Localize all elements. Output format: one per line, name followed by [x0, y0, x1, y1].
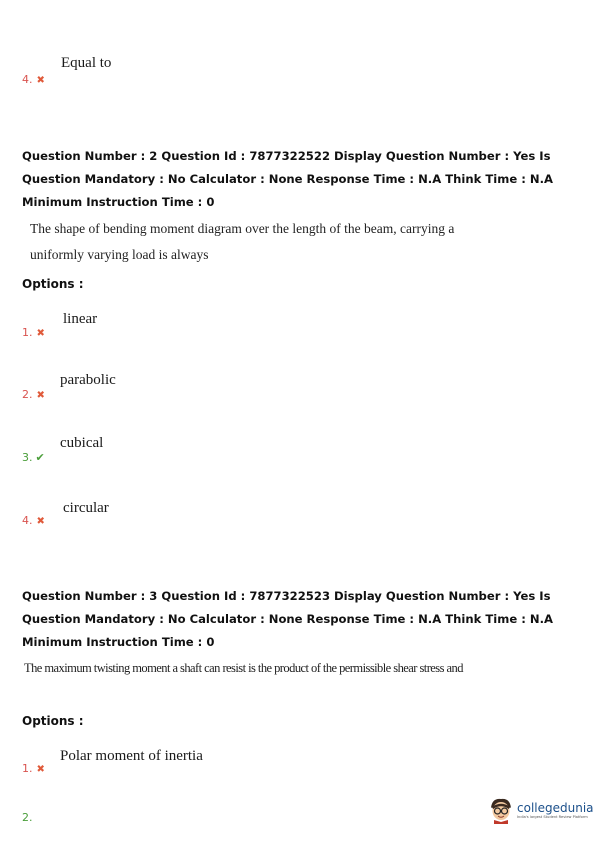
q2-option-2	[22, 383, 45, 402]
mascot-icon	[488, 796, 514, 824]
q1-option-4	[22, 68, 45, 87]
q2-option-1	[22, 321, 45, 340]
q2-option-1-text: linear	[63, 311, 98, 327]
option-number: 2.	[22, 811, 33, 824]
option-number: 4.	[22, 514, 33, 527]
q1-option-4-text: Equal to	[61, 55, 112, 71]
q3-options-label: Options :	[22, 714, 84, 728]
q2-question-text: The shape of bending moment diagram over the length of the beam, carrying a uniformly varying load is always	[30, 221, 455, 262]
q3-question-text: The maximum twisting moment a shaft can resist is the product of the permissible shear stress and	[24, 661, 463, 675]
q3-option-1	[22, 757, 45, 776]
logo-tagline: India's largest Student Review Platform	[517, 815, 588, 819]
q3-option-2	[22, 806, 33, 825]
q2-option-3-text: cubical	[60, 435, 104, 451]
collegedunia-logo	[488, 796, 594, 824]
option-number: 2.	[22, 388, 33, 401]
q2-option-3	[22, 446, 45, 465]
q2-option-2-text: parabolic	[60, 372, 116, 388]
q2-option-4-text: circular	[63, 500, 109, 516]
wrong-mark-icon: ✖	[36, 764, 45, 775]
wrong-mark-icon: ✖	[36, 516, 45, 527]
option-number: 1.	[22, 326, 33, 339]
q2-meta: Question Number : 2 Question Id : 7877322522 Display Question Number : Yes Is Question Mandatory : No Calculator : None Response Time : N.A Think Time : N.A Minimum Instruction Time : 0	[22, 149, 553, 209]
q3-option-1-text: Polar moment of inertia	[60, 748, 203, 764]
option-number: 4.	[22, 73, 33, 86]
option-number: 3.	[22, 451, 33, 464]
wrong-mark-icon: ✖	[36, 75, 45, 86]
q2-options-label: Options :	[22, 277, 84, 291]
wrong-mark-icon: ✖	[36, 328, 45, 339]
check-mark-icon: ✔	[35, 451, 45, 464]
logo-wordmark: collegedunia	[517, 801, 594, 815]
wrong-mark-icon: ✖	[36, 390, 45, 401]
q3-meta: Question Number : 3 Question Id : 7877322523 Display Question Number : Yes Is Question Mandatory : No Calculator : None Response Time : N.A Think Time : N.A Minimum Instruction Time : 0	[22, 589, 553, 649]
option-number: 1.	[22, 762, 33, 775]
q2-option-4	[22, 509, 45, 528]
